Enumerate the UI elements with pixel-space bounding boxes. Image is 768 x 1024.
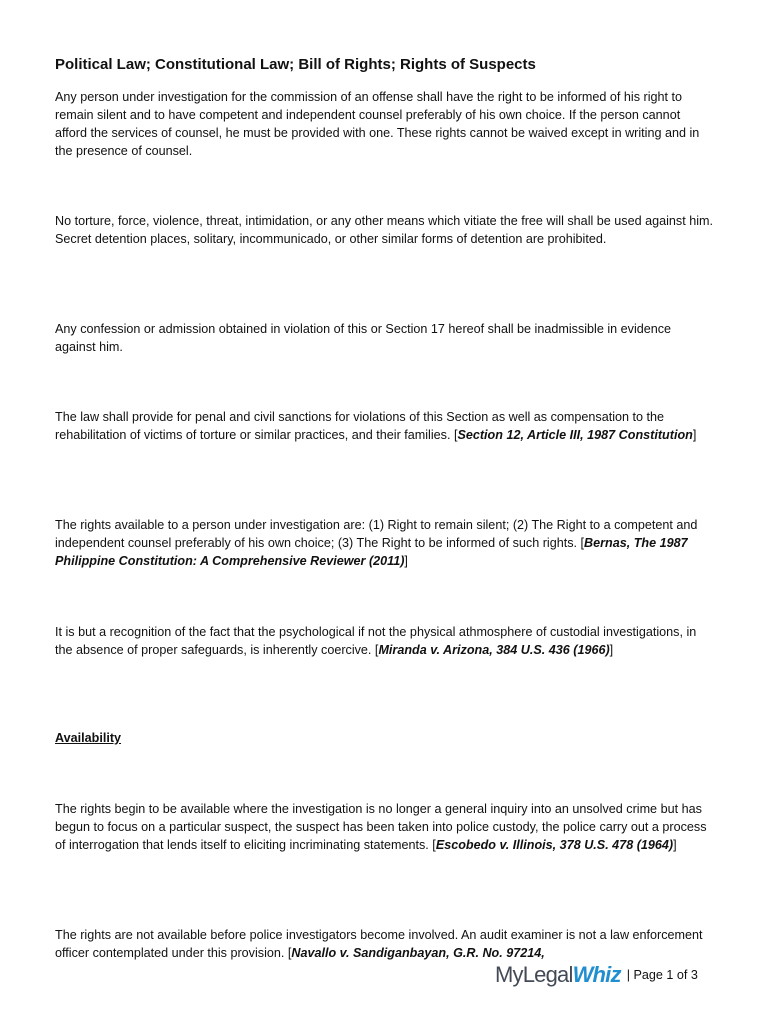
paragraph-text: Any confession or admission obtained in violation of this or Section 17 hereof shall be inadmissible in evidence against him. (55, 322, 672, 354)
paragraph-penal-sanctions (55, 408, 715, 444)
paragraph-text: The law shall provide for penal and civil sanctions for violations of this Section as well as compensation to the rehabilitation of victims of torture or similar practices, and their families. [ (55, 410, 665, 442)
section-heading-availability: Availability (55, 731, 122, 745)
logo-part: Whiz (572, 962, 621, 987)
document-title: Political Law; Constitutional Law; Bill of Rights; Rights of Suspects (55, 56, 536, 73)
paragraph-rights-of-person (55, 88, 715, 160)
logo-part: My (495, 962, 523, 987)
paragraph-confession-inadmissible (55, 320, 715, 356)
page-number: | Page 1 of 3 (626, 968, 698, 982)
paragraph-no-torture (55, 212, 715, 248)
paragraph-text: The rights begin to be available where the investigation is no longer a general inquiry into an unsolved crime but has begun to focus on a particular suspect, the suspect has been taken into police custody, the police carry out a process of interrogation that lends itself to eliciting incriminating statements. [ (55, 802, 707, 852)
paragraph-text: Any person under investigation for the commission of an offense shall have the right to be informed of his right to remain silent and to have competent and independent counsel preferably of his own choice. If the person cannot afford the services of counsel, he must be provided with one. These rights cannot be waived except in writing and in the presence of counsel. (55, 90, 700, 158)
citation-bracket: ] (404, 554, 408, 568)
paragraph-custodial-coercive (55, 623, 715, 659)
citation-bracket: ] (609, 643, 614, 657)
paragraph-text: No torture, force, violence, threat, intimidation, or any other means which vitiate the free will shall be used against him. Secret detention places, solitary, incommunicado, or other similar forms of detention are prohibited. (55, 214, 713, 246)
citation-bracket: ] (673, 838, 677, 852)
paragraph-rights-begin (55, 800, 715, 854)
page-footer (495, 962, 698, 988)
citation: Section 12, Article III, 1987 Constitution (457, 428, 693, 442)
logo-part: Legal (522, 962, 573, 987)
paragraph-text: It is but a recognition of the fact that the psychological if not the physical athmosphere of custodial investigations, in the absence of proper safeguards, is inherently coercive. [ (55, 625, 697, 657)
paragraph-text: The rights are not available before police investigators become involved. An audit examiner is not a law enforcement officer contemplated under this provision. [ (55, 928, 703, 960)
paragraph-rights-available (55, 516, 715, 570)
citation-bracket: ] (692, 428, 697, 442)
paragraph-text: The rights available to a person under investigation are: (1) Right to remain silent; (2) The Right to a competent and independent counsel preferably of his own choice; (3) The Right to be informed of such rights. [ (55, 518, 698, 550)
citation: Miranda v. Arizona, 384 U.S. 436 (1966) (378, 643, 610, 657)
citation: Navallo v. Sandiganbayan, G.R. No. 97214, (291, 946, 545, 960)
paragraph-rights-not-available (55, 926, 715, 962)
citation: Escobedo v. Illinois, 378 U.S. 478 (1964) (435, 838, 674, 852)
mylegalwhiz-logo (495, 962, 621, 988)
citation: Bernas, The 1987 Philippine Constitution: A Comprehensive Reviewer (2011) (55, 536, 688, 568)
